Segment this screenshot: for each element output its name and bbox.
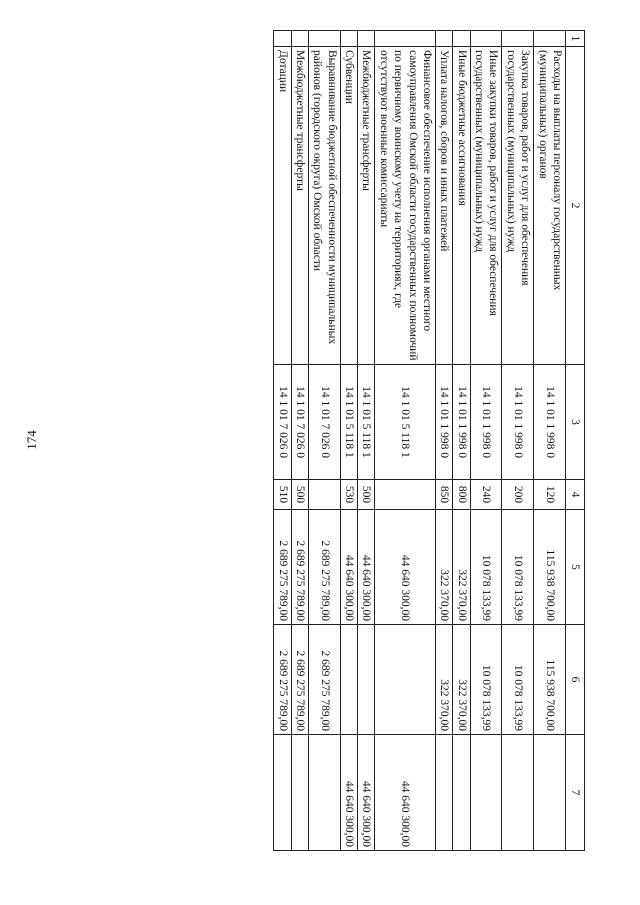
expense-type-cell: 120 [534,480,566,510]
header-cell: 4 [566,480,585,510]
table-row [274,31,291,851]
empty-cell [340,31,357,47]
amount-col7-cell [470,735,502,851]
empty-cell [274,31,291,47]
row-name-cell: Межбюджетные трансферты [358,47,375,365]
page-number: 174 [24,430,39,450]
expense-type-cell: 240 [470,480,502,510]
header-cell: 1 [566,31,585,47]
header-row [566,31,585,851]
header-cell: 6 [566,625,585,735]
row-name-cell: Иные закупки товаров, работ и услуг для обеспечения государственных (муниципальных) нужд [470,47,502,365]
table-row [470,31,502,851]
expense-type-cell: 530 [340,480,357,510]
amount-col5-cell: 10 078 133,99 [502,510,534,625]
expense-type-cell: 850 [436,480,453,510]
table-row [375,31,436,851]
rotated-page-content [55,30,585,850]
row-name-cell: Финансовое обеспечение исполнения органами местного самоуправления Омской области государственных полномочий по первичному воинскому учету на территориях, где отсутствуют военные комиссариаты [375,47,436,365]
table-row [340,31,357,851]
amount-col5-cell: 44 640 300,00 [375,510,436,625]
row-name-cell: Субвенции [340,47,357,365]
amount-col6-cell: 10 078 133,99 [502,625,534,735]
amount-col6-cell: 2 689 275 789,00 [291,625,308,735]
header-cell: 7 [566,735,585,851]
amount-col7-cell: 44 640 300,00 [358,735,375,851]
amount-col7-cell [502,735,534,851]
row-name-cell: Иные бюджетные ассигнования [453,47,470,365]
empty-cell [453,31,470,47]
row-name-cell: Уплата налогов, сборов и иных платежей [436,47,453,365]
row-name-cell: Расходы на выплаты персоналу государственных (муниципальных) органов [534,47,566,365]
amount-col6-cell: 115 938 700,00 [534,625,566,735]
empty-cell [534,31,566,47]
amount-col7-cell [274,735,291,851]
target-code-cell: 14 1 01 7 026 0 [274,365,291,480]
amount-col6-cell: 322 370,00 [453,625,470,735]
row-name-cell: Дотации [274,47,291,365]
target-code-cell: 14 1 01 1 998 0 [453,365,470,480]
amount-col6-cell: 2 689 275 789,00 [309,625,341,735]
target-code-cell: 14 1 01 1 998 0 [502,365,534,480]
amount-col6-cell [358,625,375,735]
empty-cell [502,31,534,47]
amount-col6-cell [375,625,436,735]
amount-col5-cell: 10 078 133,99 [470,510,502,625]
row-name-cell: Межбюджетные трансферты [291,47,308,365]
amount-col7-cell [291,735,308,851]
target-code-cell: 14 1 01 1 998 0 [534,365,566,480]
target-code-cell: 14 1 01 1 998 0 [436,365,453,480]
header-cell: 2 [566,47,585,365]
target-code-cell: 14 1 01 5 118 1 [340,365,357,480]
target-code-cell: 14 1 01 7 026 0 [291,365,308,480]
row-name-cell: Закупка товаров, работ и услуг для обеспечения государственных (муниципальных) нужд [502,47,534,365]
amount-col6-cell: 322 370,00 [436,625,453,735]
amount-col6-cell: 10 078 133,99 [470,625,502,735]
target-code-cell: 14 1 01 1 998 0 [470,365,502,480]
empty-cell [309,31,341,47]
table-row [453,31,470,851]
amount-col6-cell: 2 689 275 789,00 [274,625,291,735]
table-row [309,31,341,851]
empty-cell [470,31,502,47]
amount-col5-cell: 2 689 275 789,00 [309,510,341,625]
empty-cell [436,31,453,47]
expense-type-cell: 200 [502,480,534,510]
target-code-cell: 14 1 01 5 118 1 [358,365,375,480]
amount-col5-cell: 44 640 300,00 [358,510,375,625]
amount-col5-cell: 115 938 700,00 [534,510,566,625]
row-name-cell: Выравнивание бюджетной обеспеченности муниципальных районов (городского округа) Омской области [309,47,341,365]
amount-col7-cell: 44 640 300,00 [375,735,436,851]
empty-cell [375,31,436,47]
table-row [534,31,566,851]
amount-col5-cell: 322 370,00 [436,510,453,625]
table-row [502,31,534,851]
header-cell: 5 [566,510,585,625]
expense-type-cell: 510 [274,480,291,510]
expense-type-cell: 500 [358,480,375,510]
expense-type-cell: 800 [453,480,470,510]
target-code-cell: 14 1 01 5 118 1 [375,365,436,480]
table-row [358,31,375,851]
amount-col5-cell: 322 370,00 [453,510,470,625]
table-row [291,31,308,851]
expense-type-cell [309,480,341,510]
amount-col5-cell: 2 689 275 789,00 [291,510,308,625]
amount-col5-cell: 2 689 275 789,00 [274,510,291,625]
amount-col7-cell [534,735,566,851]
amount-col7-cell [309,735,341,851]
table-row [436,31,453,851]
amount-col7-cell: 44 640 300,00 [340,735,357,851]
empty-cell [291,31,308,47]
amount-col7-cell [453,735,470,851]
expense-type-cell: 500 [291,480,308,510]
amount-col6-cell [340,625,357,735]
header-cell: 3 [566,365,585,480]
expense-type-cell [375,480,436,510]
amount-col7-cell [436,735,453,851]
budget-table [273,30,585,851]
target-code-cell: 14 1 01 7 026 0 [309,365,341,480]
amount-col5-cell: 44 640 300,00 [340,510,357,625]
empty-cell [358,31,375,47]
